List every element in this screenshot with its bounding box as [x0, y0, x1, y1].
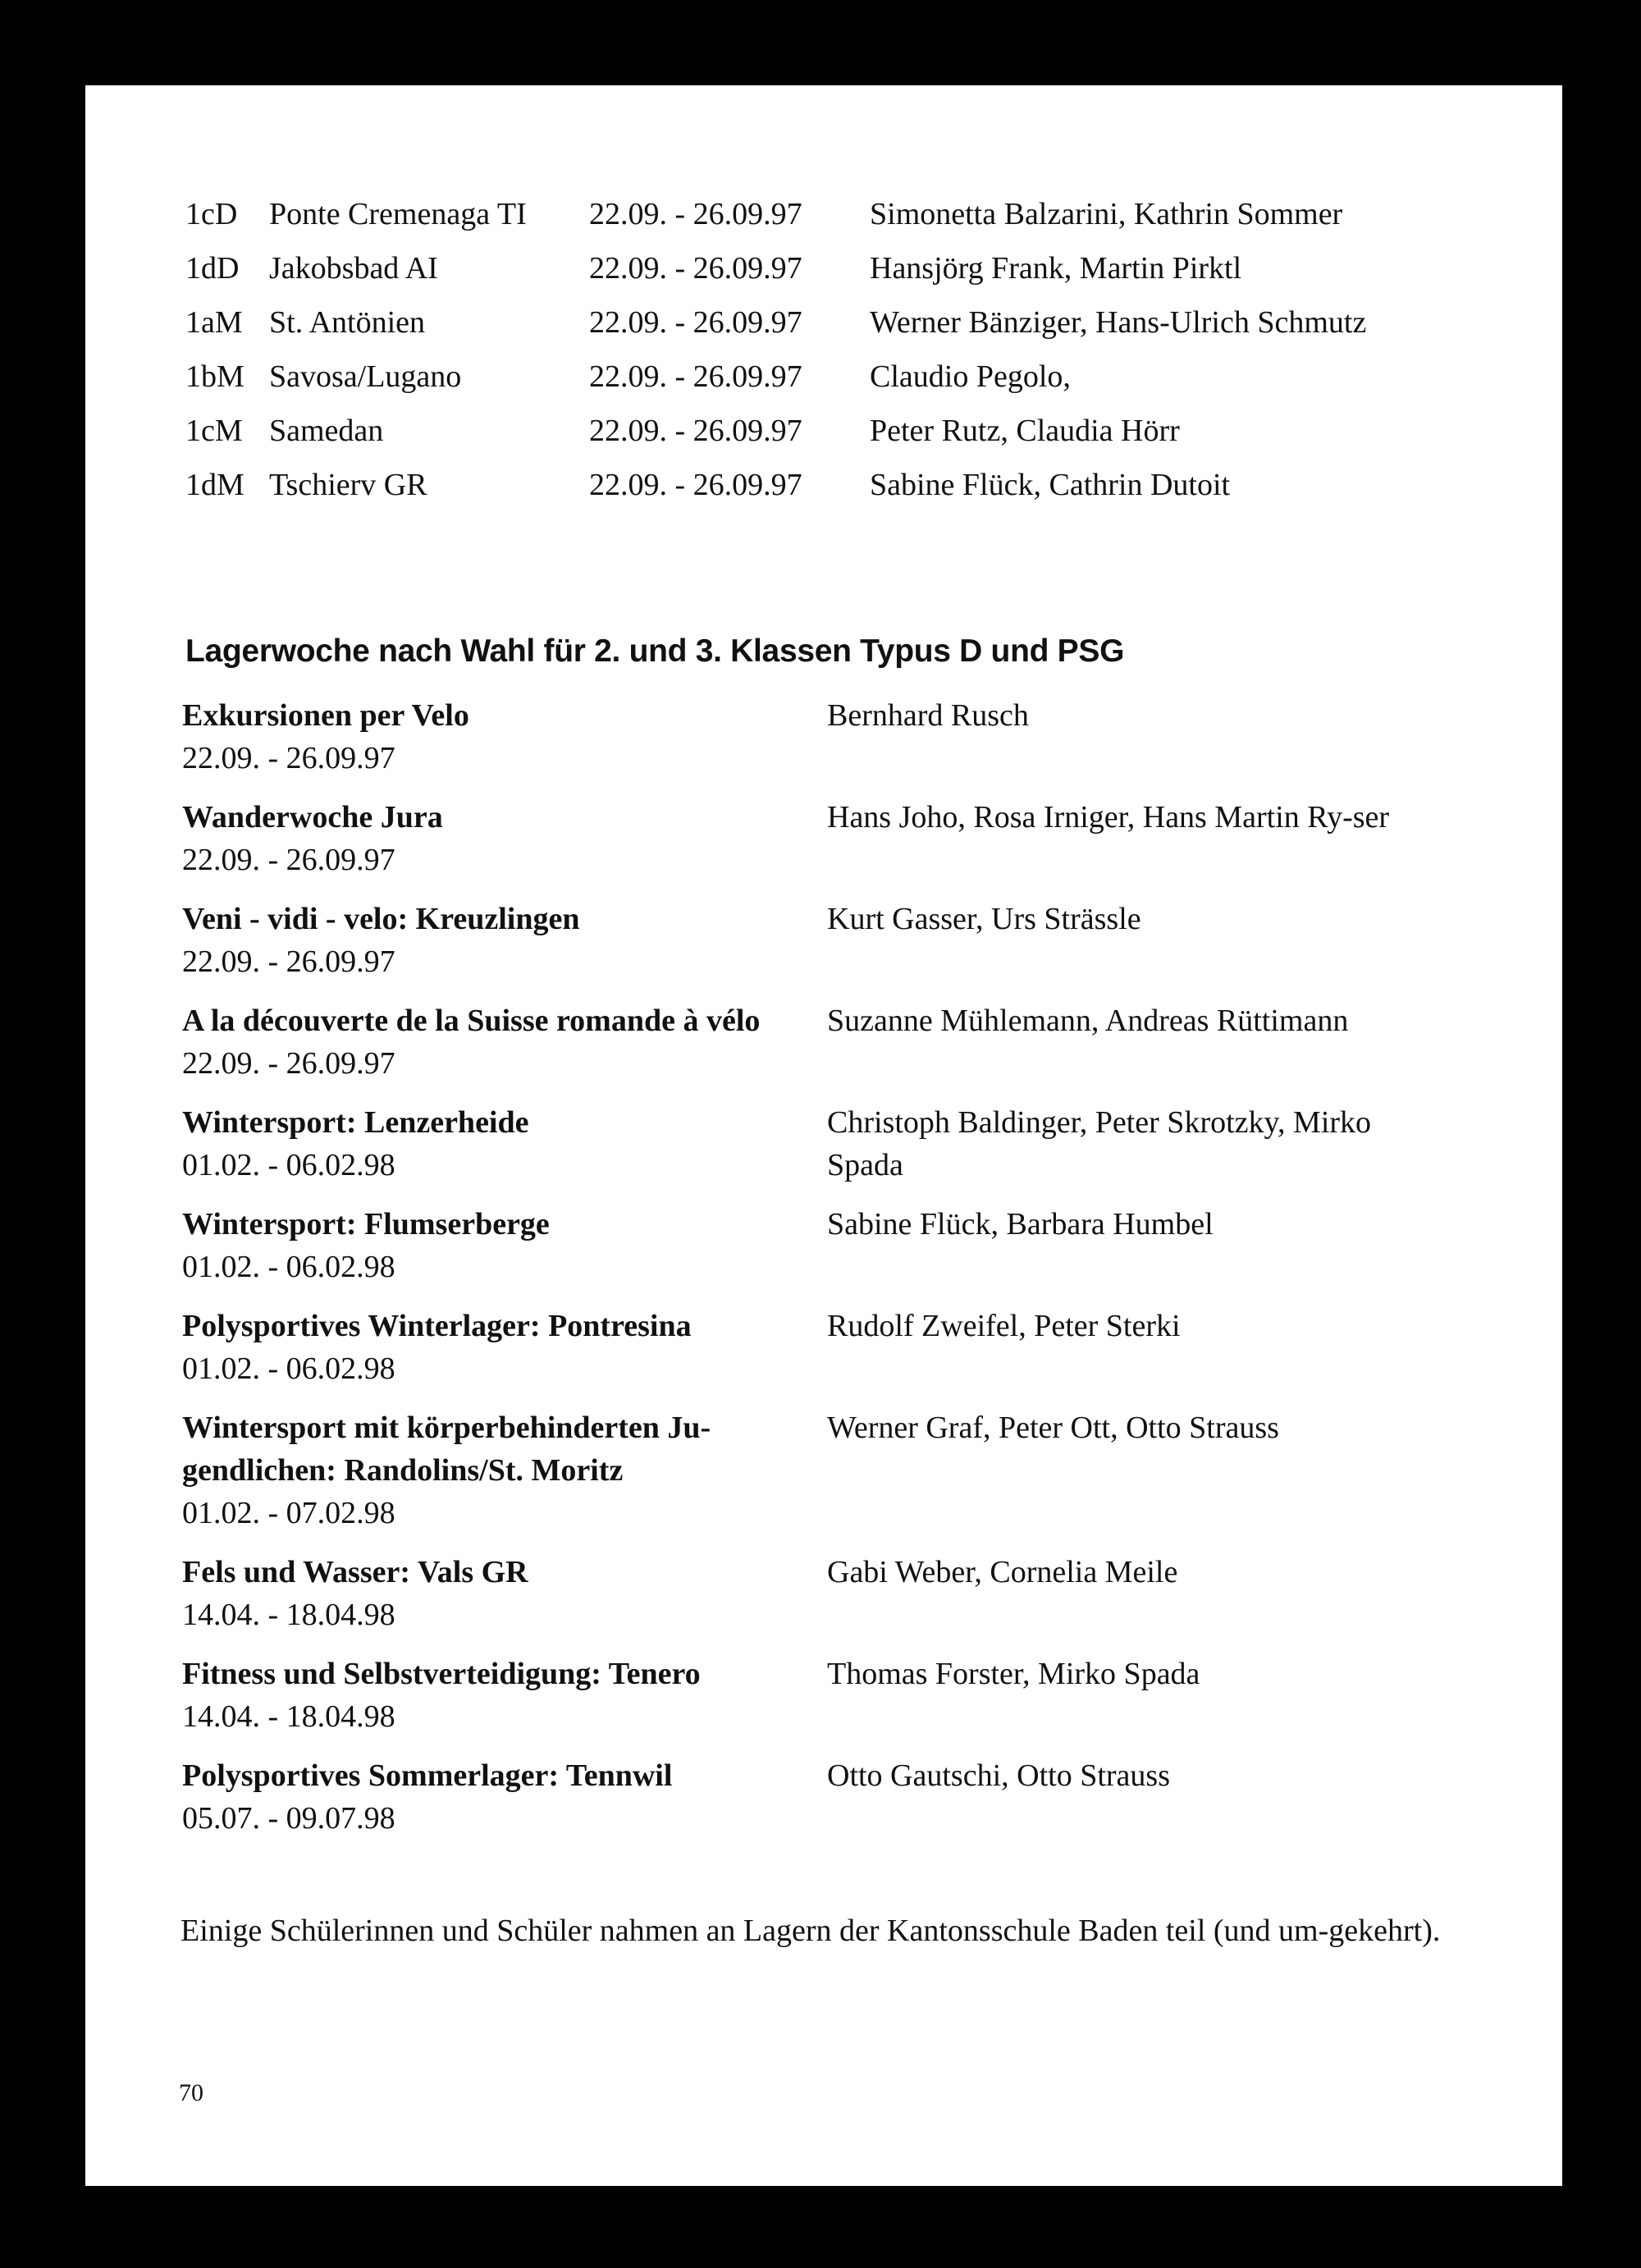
class-camp-row — [185, 409, 1465, 453]
camp-dates: 22.09. - 26.09.97 — [182, 741, 395, 775]
camp-place: Tschierv GR — [269, 468, 427, 502]
camp-leaders: Peter Rutz, Claudia Hörr — [870, 414, 1180, 448]
class-camps-list — [185, 192, 1465, 517]
camp-title: Exkursionen per Velo — [182, 698, 469, 733]
class-camp-row — [185, 192, 1465, 236]
camp-title: Fitness und Selbstverteidigung: Tenero — [182, 1657, 701, 1691]
class-camp-row — [185, 246, 1465, 290]
camp-title: Polysportives Winterlager: Pontresina — [182, 1309, 692, 1343]
class-code: 1aM — [185, 305, 243, 340]
camp-dates: 22.09. - 26.09.97 — [182, 944, 395, 979]
elective-camp — [182, 796, 1511, 881]
camp-title: A la découverte de la Suisse romande à vélo — [182, 1004, 761, 1038]
camp-leaders: Simonetta Balzarini, Kathrin Sommer — [870, 197, 1343, 231]
elective-camp — [182, 898, 1511, 983]
class-code: 1cD — [185, 197, 238, 231]
camp-title: Polysportives Sommerlager: Tennwil — [182, 1758, 673, 1793]
elective-camp — [182, 1551, 1511, 1636]
elective-camp — [182, 1754, 1511, 1840]
camp-dates: 22.09. - 26.09.97 — [589, 359, 802, 394]
elective-camp — [182, 1101, 1511, 1187]
camp-dates: 22.09. - 26.09.97 — [589, 414, 802, 448]
class-code: 1dM — [185, 468, 245, 502]
camp-title: Veni - vidi - velo: Kreuzlingen — [182, 902, 580, 936]
camp-place: Samedan — [269, 414, 384, 448]
elective-camps-list — [182, 694, 1511, 1856]
camp-leaders: Werner Bänziger, Hans-Ulrich Schmutz — [870, 305, 1367, 340]
class-camp-row — [185, 300, 1465, 345]
camp-dates: 22.09. - 26.09.97 — [589, 251, 802, 286]
camp-dates: 22.09. - 26.09.97 — [589, 468, 802, 502]
camp-leaders: Suzanne Mühlemann, Andreas Rüttimann — [827, 1004, 1349, 1038]
elective-camp — [182, 1653, 1511, 1738]
camp-dates: 01.02. - 06.02.98 — [182, 1250, 395, 1284]
camp-place: Jakobsbad AI — [269, 251, 438, 286]
camp-dates: 01.02. - 06.02.98 — [182, 1148, 395, 1182]
camp-dates: 05.07. - 09.07.98 — [182, 1801, 395, 1836]
camp-place: St. Antönien — [269, 305, 426, 340]
camp-title: Wintersport mit körperbehinderten Ju-gendlichen: Randolins/St. Moritz — [182, 1411, 711, 1488]
camp-leaders: Rudolf Zweifel, Peter Sterki — [827, 1309, 1181, 1343]
camp-dates: 01.02. - 06.02.98 — [182, 1351, 395, 1386]
camp-leaders: Claudio Pegolo, — [870, 359, 1071, 394]
camp-leaders: Sabine Flück, Cathrin Dutoit — [870, 468, 1231, 502]
camp-dates: 22.09. - 26.09.97 — [589, 197, 802, 231]
camp-leaders: Otto Gautschi, Otto Strauss — [827, 1758, 1170, 1793]
class-code: 1cM — [185, 414, 243, 448]
camp-title: Fels und Wasser: Vals GR — [182, 1555, 528, 1589]
elective-camp — [182, 1203, 1511, 1288]
elective-camp — [182, 1406, 1511, 1534]
camp-dates: 01.02. - 07.02.98 — [182, 1496, 395, 1530]
page-number: 70 — [179, 2079, 203, 2106]
elective-camp — [182, 1305, 1511, 1390]
camp-leaders: Hansjörg Frank, Martin Pirktl — [870, 251, 1242, 286]
camp-leaders: Thomas Forster, Mirko Spada — [827, 1657, 1200, 1691]
camp-leaders: Christoph Baldinger, Peter Skrotzky, Mirko Spada — [827, 1105, 1372, 1182]
camp-dates: 14.04. - 18.04.98 — [182, 1699, 395, 1734]
camp-place: Ponte Cremenaga TI — [269, 197, 527, 231]
camp-leaders: Bernhard Rusch — [827, 698, 1029, 733]
elective-camp — [182, 694, 1511, 780]
camp-dates: 22.09. - 26.09.97 — [589, 305, 802, 340]
camp-leaders: Gabi Weber, Cornelia Meile — [827, 1555, 1178, 1589]
class-code: 1dD — [185, 251, 240, 286]
camp-leaders: Kurt Gasser, Urs Strässle — [827, 902, 1141, 936]
elective-camp — [182, 999, 1511, 1085]
camp-dates: 22.09. - 26.09.97 — [182, 843, 395, 877]
camp-place: Savosa/Lugano — [269, 359, 462, 394]
class-code: 1bM — [185, 359, 245, 394]
camp-title: Wintersport: Lenzerheide — [182, 1105, 529, 1140]
camp-leaders: Sabine Flück, Barbara Humbel — [827, 1207, 1214, 1241]
section-title: Lagerwoche nach Wahl für 2. und 3. Klassen Typus D und PSG — [185, 633, 1125, 669]
footer-note: Einige Schülerinnen und Schüler nahmen an Lagern der Kantonsschule Baden teil (und um-gekehrt). — [181, 1914, 1441, 1948]
camp-title: Wanderwoche Jura — [182, 800, 443, 834]
camp-dates: 22.09. - 26.09.97 — [182, 1046, 395, 1081]
camp-title: Wintersport: Flumserberge — [182, 1207, 550, 1241]
camp-leaders: Hans Joho, Rosa Irniger, Hans Martin Ry-ser — [827, 800, 1390, 834]
camp-dates: 14.04. - 18.04.98 — [182, 1598, 395, 1632]
camp-leaders: Werner Graf, Peter Ott, Otto Strauss — [827, 1411, 1279, 1445]
class-camp-row — [185, 354, 1465, 399]
class-camp-row — [185, 463, 1465, 507]
document-page — [85, 85, 1562, 2186]
